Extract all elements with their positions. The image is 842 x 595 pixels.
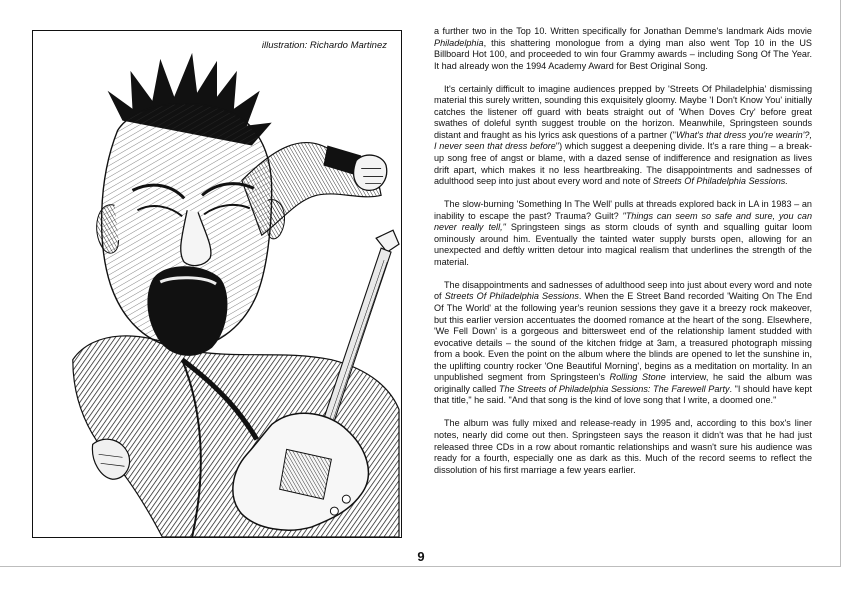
article-column [434, 26, 812, 488]
page-number: 9 [417, 549, 425, 564]
illustration-frame [32, 30, 402, 538]
caricature-illustration [33, 31, 401, 537]
article-paragraph: The disappointments and sadnesses of adulthood seep into just about every word and note of Streets Of Philadelphia Sessions. When the E Street Band recorded 'Waiting On The End Of The World' at the following year's reunion sessions they gave it a breezy rock makeover, but this earlier version accentuates the doomed romance at the heart of the song. Elsewhere, 'We Fell Down' is a gorgeous and bittersweet end of the relationship lament studded with evocative details – the sound of the kitchen fridge at 3am, a treasured photograph missing from a book. Even the point on the album where the blinds are opened to let the sunshine in, the uplifting country rocker 'One Beautiful Morning', begins as a meditation on mortality. In an unpublished segment from Springsteen's Rolling Stone interview, he said the album was originally called The Streets of Philadelphia Sessions: The Farewell Party. "I should have kept that title," he said. "And that song is the kind of love song that I write, a doomed one." [434, 279, 812, 406]
article-paragraph: a further two in the Top 10. Written specifically for Jonathan Demme's landmark Aids movie Philadelphia, this shattering monologue from a dying man also went Top 10 in the US Billboard Hot 100, and proceeded to win four Grammy awards – including Song Of The Year. It had already won the 1994 Academy Award for Best Original Song. [434, 26, 812, 71]
article-paragraph: It's certainly difficult to imagine audiences prepped by 'Streets Of Philadelphia' dismissing material this surely written, sounding this exquisitely gloomy. Maybe 'I Don't Know You' initially catches the listener off guard with beats straight out of 'When Doves Cry' before great swathes of doleful synth suggest trouble on the horizon. Meanwhile, Springsteen sounds distant and fraught as his lyrics ask questions of a partner ("What's that dress you're wearin'?, I never seen that dress before") which suggest a deepening divide. It's a rare thing – a break-up song free of angst or blame, with a dazed sense of indifference and resignation as lives drift apart, which makes it no less heartbreaking. The disappointments and sadnesses of adulthood seep into just about every word and note of Streets Of Philadelphia Sessions. [434, 83, 812, 187]
article-paragraph: The slow-burning 'Something In The Well' pulls at threads explored back in LA in 1983 – an inability to escape the past? Trauma? Guilt? "Things can seem so safe and sure, you can never really tell," Springsteen sings as storm clouds of synth and squalling guitar loom ominously around him. Eventually the tainted water supply bursts open, allowing for an unexpected and deftly written detour into magical realism that underlines the strength of the material. [434, 199, 813, 267]
illustration-credit: illustration: Richardo Martinez [261, 40, 387, 51]
article-paragraph: The album was fully mixed and release-ready in 1995 and, according to this box's liner notes, nearly did come out then. Springsteen says the reason it didn't was that he had just released three CDs in a row about romantic relationships and wasn't sure his audience was ready for a fourth, especially one as dark as this. Much of the record seems to reflect the dissolution of his first marriage a few years earlier. [434, 418, 812, 475]
